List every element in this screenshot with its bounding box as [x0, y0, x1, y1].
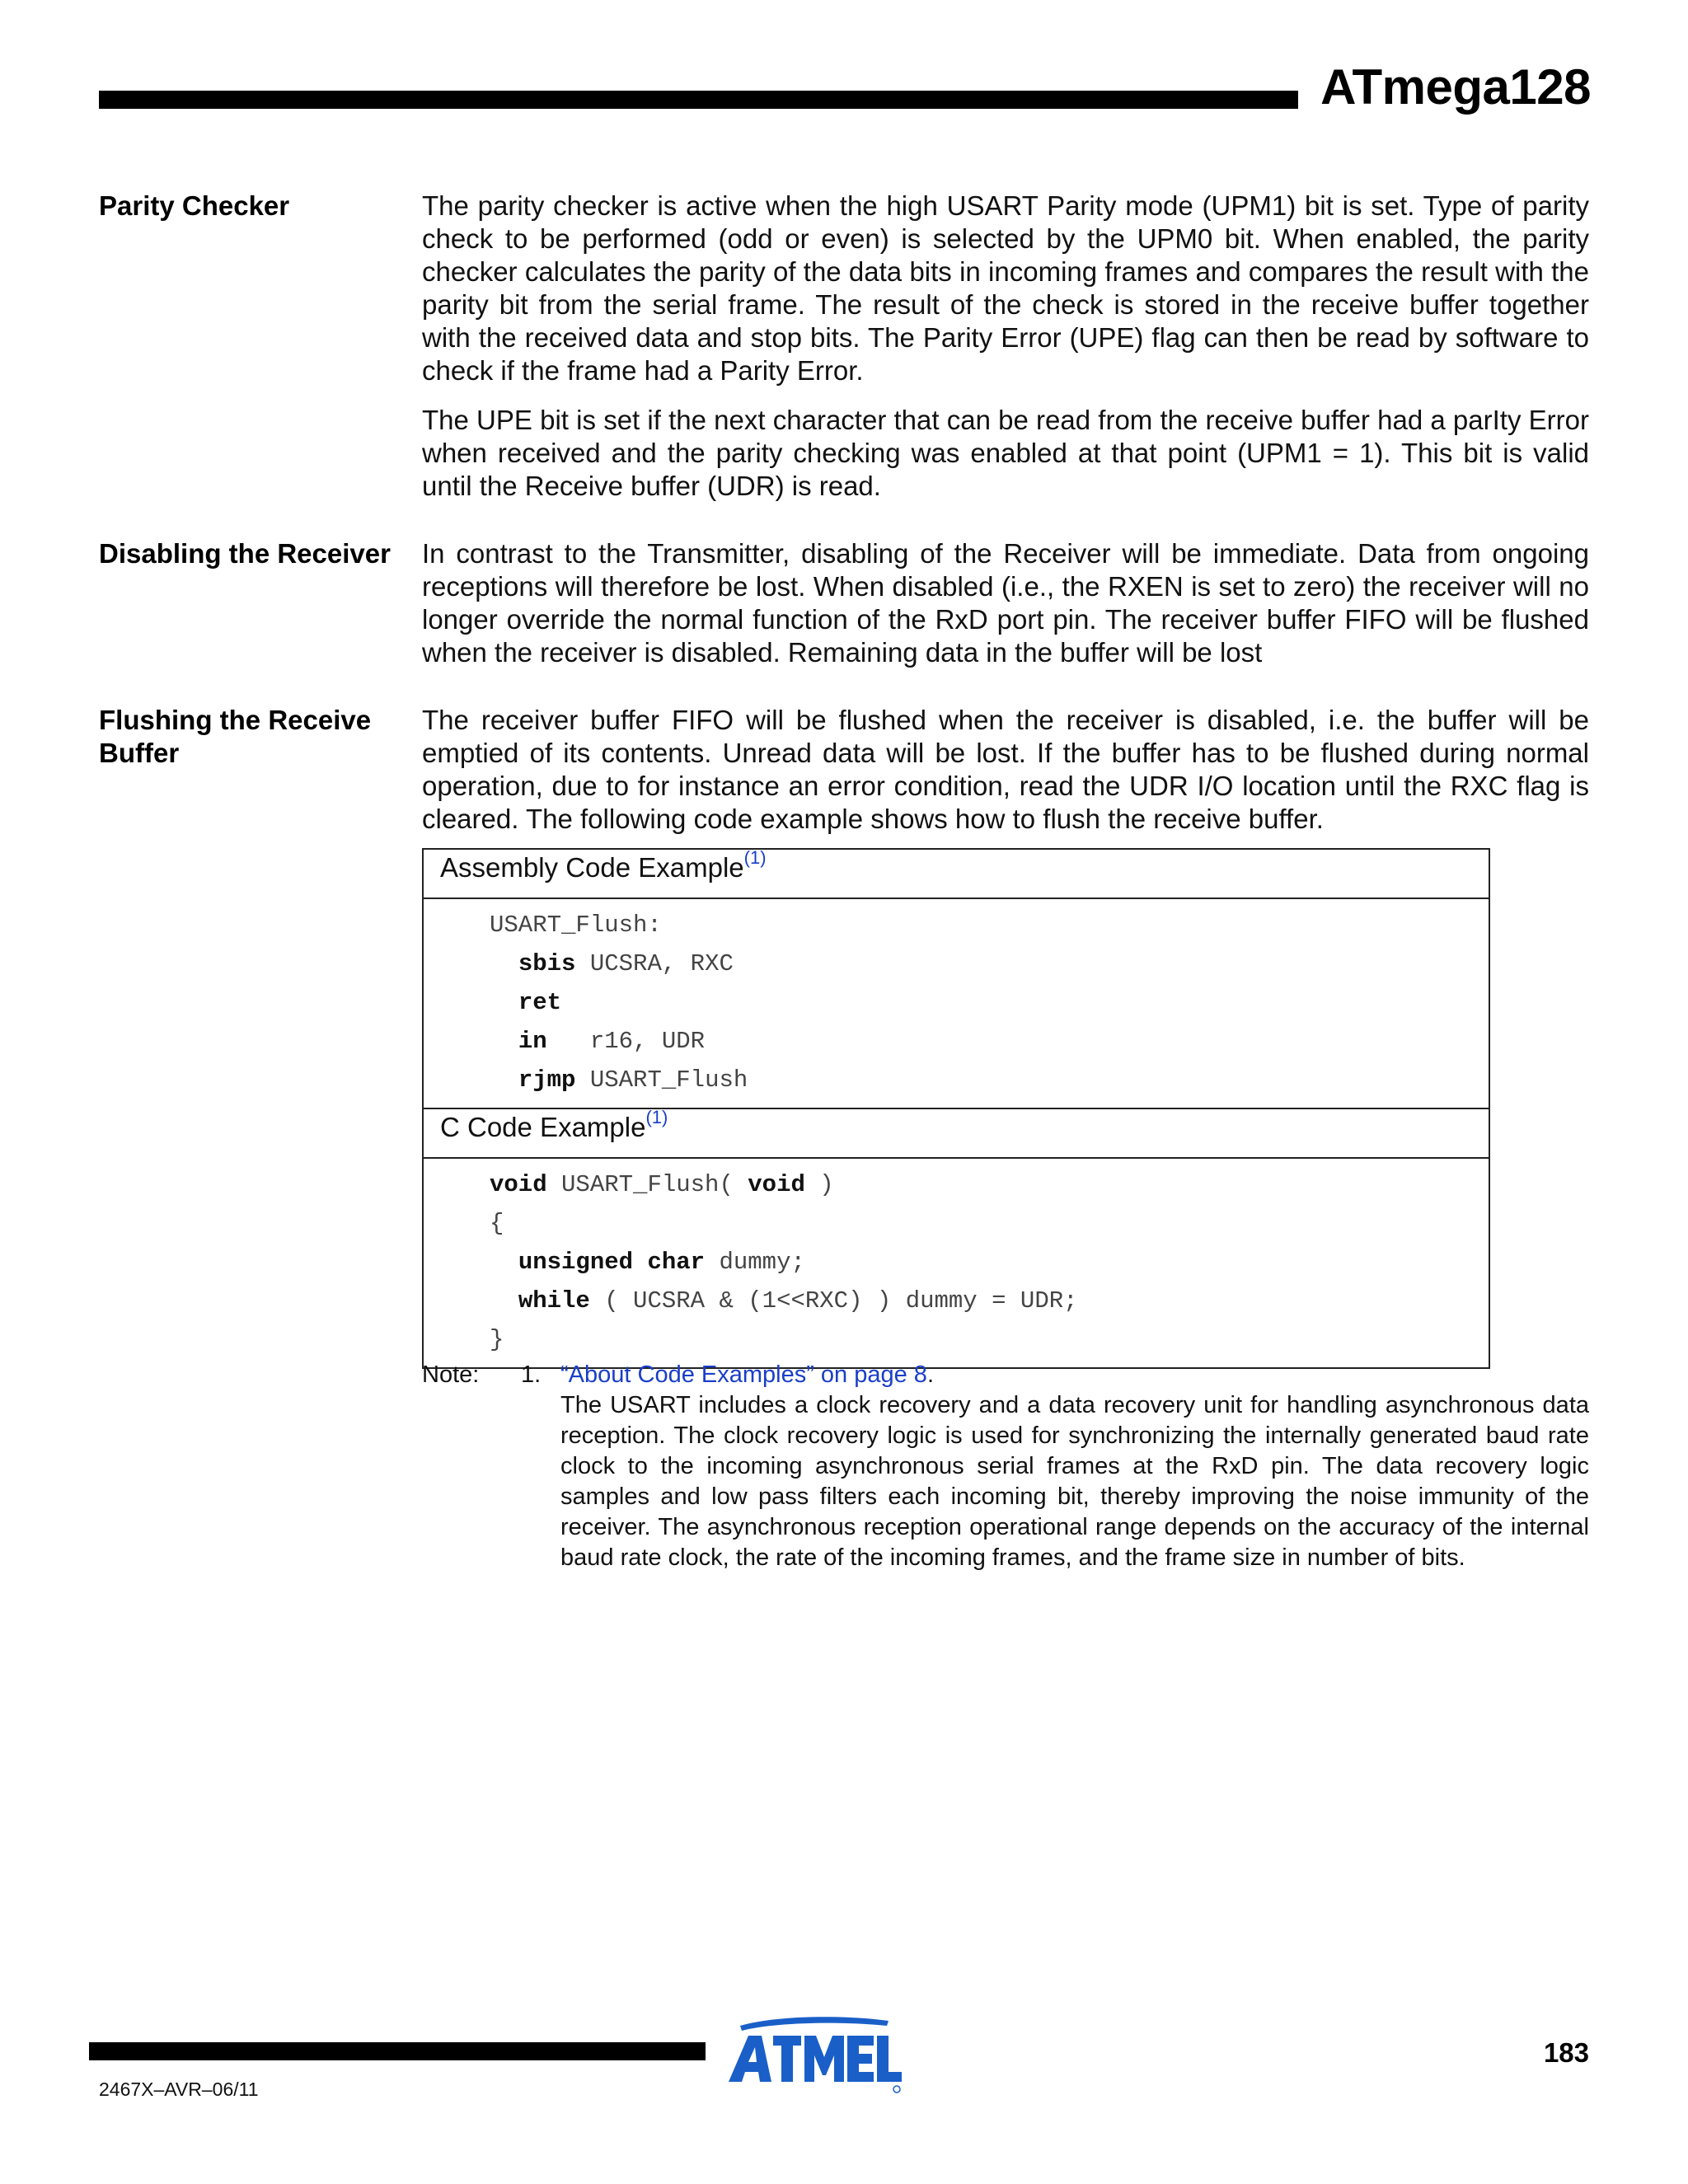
heading-flushing-receive-buffer: Flushing the Receive Buffer [99, 705, 372, 768]
assembly-example-title: Assembly Code Example [440, 852, 744, 883]
document-code: 2467X–AVR–06/11 [99, 2079, 259, 2100]
paragraph: The receiver buffer FIFO will be flushed when the receiver is disabled, i.e. the buffer will be emptied of its contents. Unread data will be lost. If the buffer has to be flushed during normal operation, due to for instance an error condition, read the UDR I/O location until the RXC flag is cleared. The following code example shows how to flush the receive buffer. [422, 705, 1589, 834]
code-line: } [490, 1326, 504, 1353]
assembly-code-block [424, 899, 1489, 1108]
code-line: while ( UCSRA & (1<<RXC) ) dummy = UDR; [518, 1287, 1078, 1315]
footnote-ref-link[interactable]: (1) [743, 847, 767, 868]
footer-rule [89, 2042, 706, 2060]
note-label: Note: [422, 1361, 480, 1388]
atmel-logo-icon [724, 2011, 905, 2093]
page-number: 183 [1543, 2037, 1589, 2068]
heading-disabling-receiver: Disabling the Receiver [99, 538, 391, 569]
code-line: USART_Flush: [490, 912, 662, 939]
assembly-example-header [424, 847, 1489, 899]
code-line: rjmp USART_Flush [518, 1066, 748, 1094]
code-line: unsigned char dummy; [518, 1249, 805, 1276]
note-link[interactable]: “About Code Examples” on page 8. [560, 1361, 935, 1388]
c-code-block [424, 1159, 1489, 1367]
code-line: in r16, UDR [518, 1028, 706, 1055]
body-flushing-receive-buffer [422, 704, 1589, 852]
code-line: ret [518, 989, 562, 1016]
note-paragraph: The USART includes a clock recovery and a data recovery unit for handling asynchronous data reception. The clock recovery logic is used for synchronizing the internally generated baud rate clock to the incoming asynchronous serial frames at the RxD pin. The data recovery logic samples and low pass filters each incoming bit, thereby improving the noise immunity of the receiver. The asynchronous reception operational range depends on the accuracy of the internal baud rate clock, the rate of the incoming frames, and the frame size in number of bits. [560, 1392, 1589, 1571]
document-title: ATmega128 [1320, 59, 1591, 115]
paragraph: The parity checker is active when the high USART Parity mode (UPM1) bit is set. Type of parity check to be performed (odd or even) is selected by the UPM0 bit. When enabled, the parity checker calculates the parity of the data bits in incoming frames and compares the result with the parity bit from the serial frame. The result of the check is stored in the receive buffer together with the received data and stop bits. The Parity Error (UPE) flag can then be read by software to check if the frame had a Parity Error. [422, 190, 1589, 386]
code-line: sbis UCSRA, RXC [518, 950, 734, 977]
code-example-table [422, 848, 1490, 1369]
note-number: 1. [521, 1361, 542, 1388]
code-line: { [490, 1210, 504, 1237]
c-example-header [424, 1109, 1489, 1159]
paragraph: The UPE bit is set if the next character that can be read from the receive buffer had a parIty Error when received and the parity checking was enabled at that point (UPM1 = 1). This bit is valid until the Receive buffer (UDR) is read. [422, 405, 1589, 501]
body-parity-checker [422, 190, 1589, 519]
code-line: void USART_Flush( void ) [490, 1171, 834, 1198]
c-example-title: C Code Example [440, 1112, 646, 1142]
footnote-ref-link[interactable]: (1) [645, 1107, 668, 1127]
heading-parity-checker: Parity Checker [99, 190, 290, 221]
body-disabling-receiver [422, 537, 1589, 686]
header-rule [99, 91, 1298, 109]
paragraph: In contrast to the Transmitter, disabling of the Receiver will be immediate. Data from ongoing receptions will therefore be lost. When disabled (i.e., the RXEN is set to zero) the receiver will no longer override the normal function of the RxD port pin. The receiver buffer FIFO will be flushed when the receiver is disabled. Remaining data in the buffer will be lost [422, 538, 1589, 668]
